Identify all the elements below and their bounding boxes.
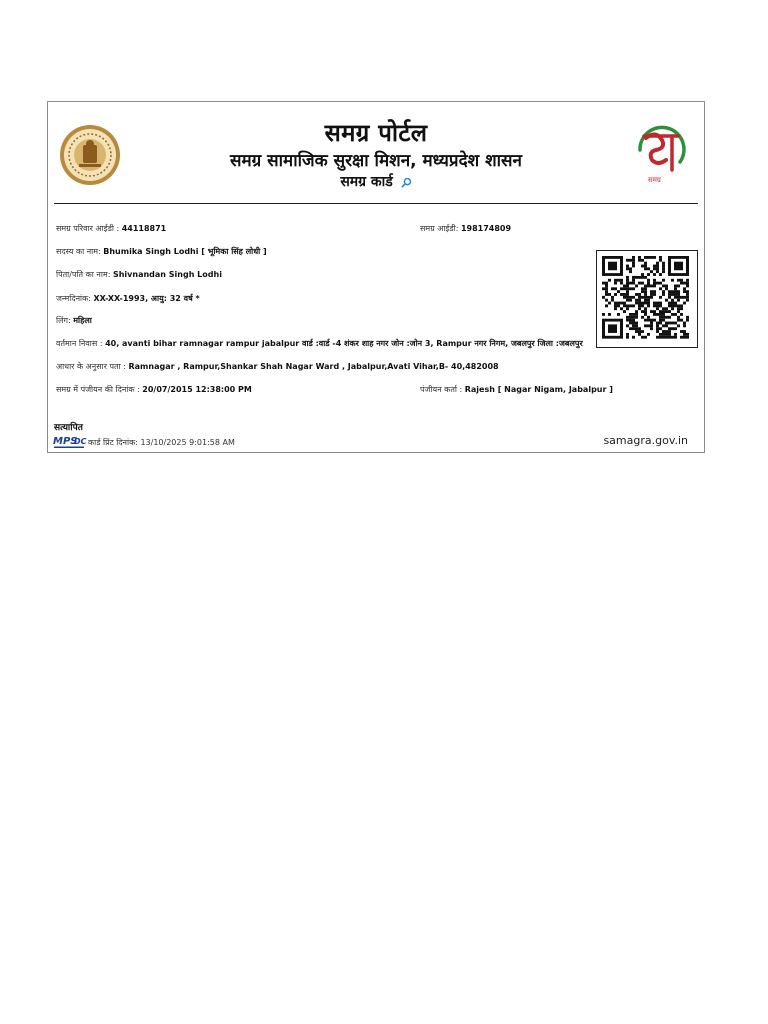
qr-finder-pattern <box>674 262 683 271</box>
family-id-value: 44118871 <box>121 224 167 233</box>
print-date-value: 13/10/2025 9:01:58 AM <box>140 438 235 447</box>
qr-code-pattern <box>602 256 692 342</box>
gender-label: लिंग: <box>56 316 71 325</box>
portal-title: समग्र पोर्टल <box>324 119 428 147</box>
address-label: वर्तमान निवास : <box>56 339 103 348</box>
registrar-row <box>420 385 613 395</box>
father-name-value: Shivnandan Singh Lodhi <box>112 270 222 279</box>
verified-label: सत्यापित <box>54 423 83 433</box>
gender-row <box>56 316 92 326</box>
qr-finder-pattern <box>608 324 617 333</box>
mpsedc-logo <box>53 433 87 451</box>
father-name-row <box>56 270 222 280</box>
svg-text:DC: DC <box>74 437 87 446</box>
qr-code <box>596 250 698 348</box>
print-date-row <box>88 437 235 448</box>
card-type-title <box>48 172 704 191</box>
dob-label: जन्मदिनांक: <box>56 294 91 303</box>
member-name-value: Bhumika Singh Lodhi [ भूमिका सिंह लोधी ] <box>103 247 267 256</box>
samagra-logo-caption: समग्र <box>648 176 661 184</box>
samagra-logo <box>630 120 692 188</box>
mission-subtitle: समग्र सामाजिक सुरक्षा मिशन, मध्यप्रदेश शासन <box>229 151 522 171</box>
card-header <box>48 102 704 204</box>
search-icon <box>401 177 412 188</box>
member-name-label: सदस्य का नाम: <box>56 247 101 256</box>
father-name-label: पिता/पति का नाम: <box>56 270 111 279</box>
svg-text:MPS: MPS <box>53 436 78 447</box>
samagra-logo-icon <box>630 120 692 180</box>
header-divider <box>54 203 698 204</box>
samagra-card <box>47 101 705 453</box>
samagra-id-value: 198174809 <box>460 224 512 233</box>
print-date-label: कार्ड प्रिंट दिनांक: <box>88 438 138 447</box>
registration-date-row <box>56 385 252 395</box>
aadhaar-address-label: आधार के अनुसार पता : <box>56 362 126 371</box>
member-name-row <box>56 247 267 257</box>
family-id-row <box>56 224 166 234</box>
family-id-label: समग्र परिवार आईडी : <box>56 224 120 233</box>
dob-value: XX-XX-1993, आयु: 32 वर्ष * <box>93 294 200 303</box>
card-type-label: समग्र कार्ड <box>340 174 393 190</box>
samagra-id-label: समग्र आईडी: <box>420 224 459 233</box>
registrar-value: Rajesh [ Nagar Nigam, Jabalpur ] <box>464 385 613 394</box>
aadhaar-address-row <box>56 362 499 372</box>
registration-date-label: समग्र में पंजीयन की दिनांक : <box>56 385 140 394</box>
registrar-label: पंजीयन कर्ता : <box>420 385 463 394</box>
dob-row <box>56 294 200 304</box>
qr-finder-pattern <box>608 262 617 271</box>
registration-date-value: 20/07/2015 12:38:00 PM <box>142 385 252 394</box>
website-url: samagra.gov.in <box>603 434 688 447</box>
address-row <box>56 339 583 349</box>
gender-value: महिला <box>73 316 92 325</box>
address-value: 40, avanti bihar ramnagar rampur jabalpur वार्ड :वार्ड -4 शंकर शाह नगर जोन :जोन 3, Rampur नगर निगम, जबलपुर जिला :जबलपुर <box>105 339 583 348</box>
samagra-id-row <box>420 224 511 234</box>
aadhaar-address-value: Ramnagar , Rampur,Shankar Shah Nagar Ward , Jabalpur,Avati Vihar,B- 40,482008 <box>128 362 499 371</box>
